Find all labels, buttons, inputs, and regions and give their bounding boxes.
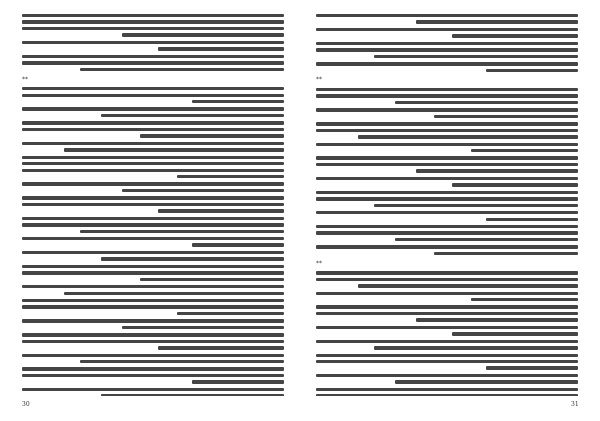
text-line-placeholder: [316, 360, 578, 363]
paragraph: [22, 251, 284, 261]
paragraph: [316, 14, 578, 24]
text-line-placeholder: [177, 175, 284, 178]
text-line-placeholder: [22, 94, 284, 97]
text-line-placeholder: [22, 203, 284, 206]
text-line-placeholder: [122, 33, 284, 36]
text-line-placeholder: [316, 245, 578, 248]
text-line-placeholder: [316, 163, 578, 166]
left-page-number: 30: [22, 401, 30, 408]
paragraph: [22, 285, 284, 295]
text-line-placeholder: [22, 87, 284, 90]
text-line-placeholder: [395, 238, 578, 241]
text-line-placeholder: [316, 231, 578, 234]
text-line-placeholder: [22, 367, 284, 370]
text-line-placeholder: [316, 354, 578, 357]
text-line-placeholder: [22, 251, 284, 254]
text-line-placeholder: [22, 61, 284, 64]
separator-mark: **: [316, 259, 322, 267]
paragraph: [22, 388, 284, 396]
text-line-placeholder: [140, 278, 284, 281]
text-line-placeholder: [316, 108, 578, 111]
paragraph: [316, 143, 578, 153]
text-line-placeholder: [192, 243, 284, 246]
paragraph: [316, 191, 578, 207]
text-line-placeholder: [316, 156, 578, 159]
text-line-placeholder: [434, 115, 578, 118]
paragraph: [22, 237, 284, 247]
text-line-placeholder: [452, 332, 578, 335]
paragraph: [22, 265, 284, 281]
text-line-placeholder: [22, 271, 284, 274]
section-separator: [316, 76, 578, 85]
text-line-placeholder: [471, 149, 578, 152]
text-line-placeholder: [22, 27, 284, 30]
text-line-placeholder: [395, 380, 578, 383]
paragraph: [22, 107, 284, 117]
paragraph: [316, 88, 578, 104]
text-line-placeholder: [316, 225, 578, 228]
text-line-placeholder: [22, 217, 284, 220]
text-line-placeholder: [316, 177, 578, 180]
text-line-placeholder: [374, 55, 578, 58]
text-line-placeholder: [22, 169, 284, 172]
paragraph: [316, 62, 578, 72]
text-line-placeholder: [416, 20, 578, 23]
text-line-placeholder: [80, 360, 284, 363]
text-line-placeholder: [316, 326, 578, 329]
text-line-placeholder: [22, 162, 284, 165]
paragraph: [22, 41, 284, 51]
text-line-placeholder: [486, 69, 578, 72]
text-line-placeholder: [316, 271, 578, 274]
text-line-placeholder: [316, 312, 578, 315]
text-line-placeholder: [316, 122, 578, 125]
paragraph: [22, 142, 284, 152]
paragraph: [316, 156, 578, 172]
paragraph: [22, 319, 284, 329]
text-line-placeholder: [316, 28, 578, 31]
right-page: [316, 14, 578, 396]
paragraph: [316, 271, 578, 287]
text-line-placeholder: [434, 252, 578, 255]
separator-mark: **: [22, 75, 28, 83]
text-line-placeholder: [22, 128, 284, 131]
left-page: [22, 14, 284, 396]
text-line-placeholder: [316, 292, 578, 295]
paragraph: [316, 225, 578, 241]
text-line-placeholder: [316, 48, 578, 51]
paragraph: [316, 354, 578, 370]
text-line-placeholder: [22, 14, 284, 17]
text-line-placeholder: [416, 318, 578, 321]
text-line-placeholder: [416, 169, 578, 172]
section-separator: [316, 259, 578, 268]
text-line-placeholder: [22, 285, 284, 288]
text-line-placeholder: [22, 299, 284, 302]
paragraph: [316, 326, 578, 336]
paragraph: [22, 87, 284, 103]
text-line-placeholder: [22, 156, 284, 159]
paragraph: [316, 305, 578, 321]
paragraph: [22, 367, 284, 383]
text-line-placeholder: [486, 218, 578, 221]
text-line-placeholder: [64, 292, 284, 295]
text-line-placeholder: [101, 114, 284, 117]
paragraph: [316, 122, 578, 138]
text-line-placeholder: [471, 298, 578, 301]
paragraph: [316, 245, 578, 255]
text-line-placeholder: [122, 189, 284, 192]
paragraph: [22, 299, 284, 315]
text-line-placeholder: [158, 209, 284, 212]
paragraph: [316, 374, 578, 384]
text-line-placeholder: [316, 340, 578, 343]
paragraph: [22, 217, 284, 233]
text-line-placeholder: [22, 340, 284, 343]
text-line-placeholder: [22, 142, 284, 145]
text-line-placeholder: [486, 366, 578, 369]
text-line-placeholder: [22, 20, 284, 23]
text-line-placeholder: [316, 191, 578, 194]
text-line-placeholder: [22, 223, 284, 226]
text-line-placeholder: [316, 62, 578, 65]
text-line-placeholder: [316, 374, 578, 377]
text-line-placeholder: [358, 135, 578, 138]
paragraph: [316, 292, 578, 302]
text-line-placeholder: [374, 346, 578, 349]
text-line-placeholder: [316, 211, 578, 214]
paragraph: [316, 211, 578, 221]
text-line-placeholder: [316, 42, 578, 45]
text-line-placeholder: [158, 47, 284, 50]
text-line-placeholder: [452, 183, 578, 186]
text-line-placeholder: [22, 374, 284, 377]
paragraph: [316, 340, 578, 350]
text-line-placeholder: [316, 305, 578, 308]
text-line-placeholder: [22, 237, 284, 240]
paragraph: [316, 177, 578, 187]
text-line-placeholder: [316, 143, 578, 146]
section-separator: [22, 75, 284, 84]
text-line-placeholder: [80, 230, 284, 233]
text-line-placeholder: [22, 354, 284, 357]
text-line-placeholder: [316, 14, 578, 17]
text-line-placeholder: [22, 182, 284, 185]
text-line-placeholder: [80, 68, 284, 71]
text-line-placeholder: [22, 388, 284, 391]
text-line-placeholder: [22, 41, 284, 44]
text-line-placeholder: [22, 107, 284, 110]
paragraph: [22, 333, 284, 349]
paragraph: [22, 156, 284, 179]
paragraph: [316, 28, 578, 38]
text-line-placeholder: [22, 196, 284, 199]
paragraph: [316, 42, 578, 58]
paragraph: [22, 14, 284, 37]
text-line-placeholder: [22, 265, 284, 268]
text-line-placeholder: [316, 94, 578, 97]
text-line-placeholder: [177, 312, 284, 315]
text-line-placeholder: [64, 148, 284, 151]
paragraph: [316, 388, 578, 396]
paragraph: [22, 182, 284, 192]
text-line-placeholder: [358, 284, 578, 287]
text-line-placeholder: [316, 197, 578, 200]
text-line-placeholder: [316, 129, 578, 132]
text-line-placeholder: [22, 55, 284, 58]
text-line-placeholder: [395, 101, 578, 104]
text-line-placeholder: [316, 388, 578, 391]
paragraph: [22, 55, 284, 71]
text-line-placeholder: [192, 100, 284, 103]
paragraph: [22, 121, 284, 137]
text-line-placeholder: [140, 134, 284, 137]
text-line-placeholder: [192, 380, 284, 383]
text-line-placeholder: [101, 394, 284, 396]
text-line-placeholder: [22, 121, 284, 124]
text-line-placeholder: [374, 204, 578, 207]
paragraph: [22, 354, 284, 364]
text-line-placeholder: [316, 278, 578, 281]
text-line-placeholder: [22, 305, 284, 308]
right-page-number: 31: [571, 401, 579, 408]
text-line-placeholder: [316, 394, 578, 396]
text-line-placeholder: [101, 257, 284, 260]
paragraph: [316, 108, 578, 118]
paragraph: [22, 196, 284, 212]
text-line-placeholder: [22, 319, 284, 322]
separator-mark: **: [316, 76, 322, 84]
text-line-placeholder: [158, 346, 284, 349]
text-line-placeholder: [316, 88, 578, 91]
text-line-placeholder: [22, 333, 284, 336]
text-line-placeholder: [122, 326, 284, 329]
text-line-placeholder: [452, 34, 578, 37]
